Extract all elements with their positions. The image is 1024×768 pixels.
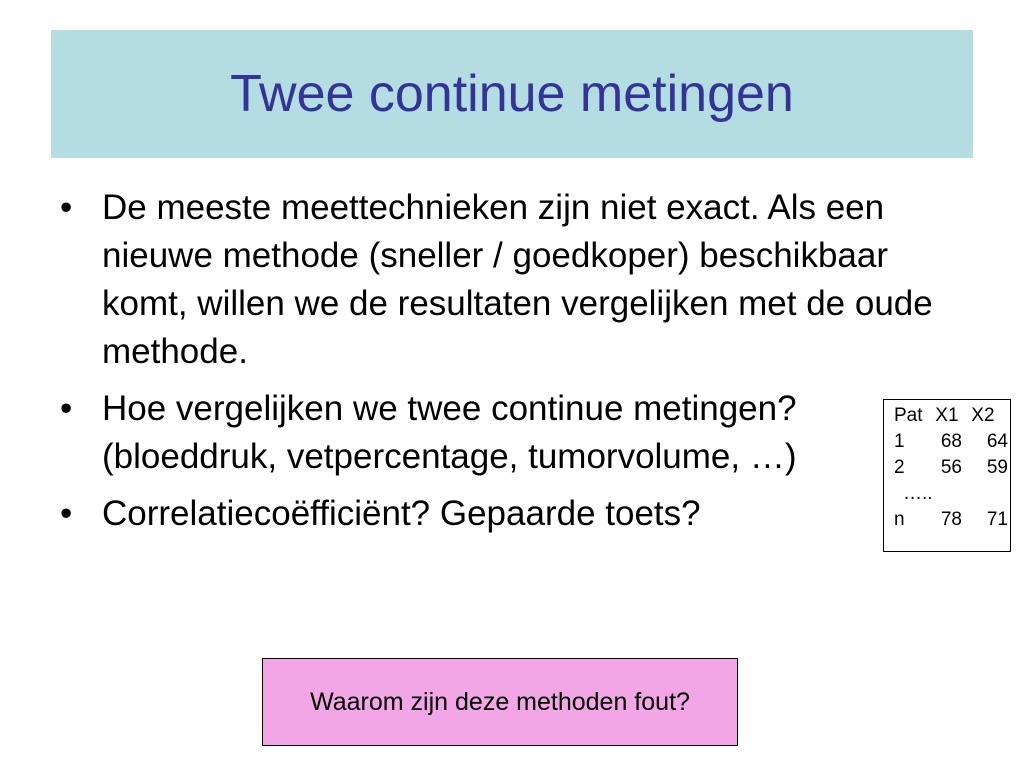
table-header-row xyxy=(884,403,1010,429)
bullet-marker: • xyxy=(60,389,73,428)
bullet-marker: • xyxy=(60,188,73,227)
header-pat: Pat xyxy=(894,405,923,426)
cell-x1: 56 xyxy=(940,457,962,478)
header-x2: X2 xyxy=(971,405,995,426)
cell-x1: 78 xyxy=(940,509,962,530)
slide-title: Twee continue metingen xyxy=(230,65,794,123)
header-x1: X1 xyxy=(935,405,959,426)
cell-x1: 68 xyxy=(940,431,962,452)
bullet-item xyxy=(60,184,970,376)
cell-x2: 59 xyxy=(986,457,1008,478)
question-callout xyxy=(262,658,738,746)
table-row xyxy=(884,429,1010,455)
cell-pat: 2 xyxy=(894,457,905,478)
table-ellipsis: ….. xyxy=(903,483,933,504)
bullet-text: De meeste meettechnieken zijn niet exact. Als een nieuwe methode (sneller / goedkoper) beschikbaar komt, willen we de resultaten vergelijken met de oude methode. xyxy=(102,188,933,371)
bullet-marker: • xyxy=(60,494,73,533)
bullet-list xyxy=(60,184,970,547)
data-table-box xyxy=(883,399,1011,552)
cell-pat: n xyxy=(894,509,905,530)
cell-pat: 1 xyxy=(894,431,905,452)
bullet-text: Hoe vergelijken we twee continue metingen? (bloeddruk, vetpercentage, tumorvolume, …) xyxy=(102,389,797,476)
bullet-text: Correlatiecoëfficiënt? Gepaarde toets? xyxy=(102,494,701,533)
cell-x2: 64 xyxy=(986,431,1008,452)
cell-x2: 71 xyxy=(986,509,1008,530)
bullet-item xyxy=(60,490,970,538)
table-row xyxy=(884,455,1010,481)
question-text: Waarom zijn deze methoden fout? xyxy=(310,688,690,716)
title-banner xyxy=(51,30,973,158)
bullet-item xyxy=(60,385,892,481)
table-row xyxy=(884,507,1010,533)
